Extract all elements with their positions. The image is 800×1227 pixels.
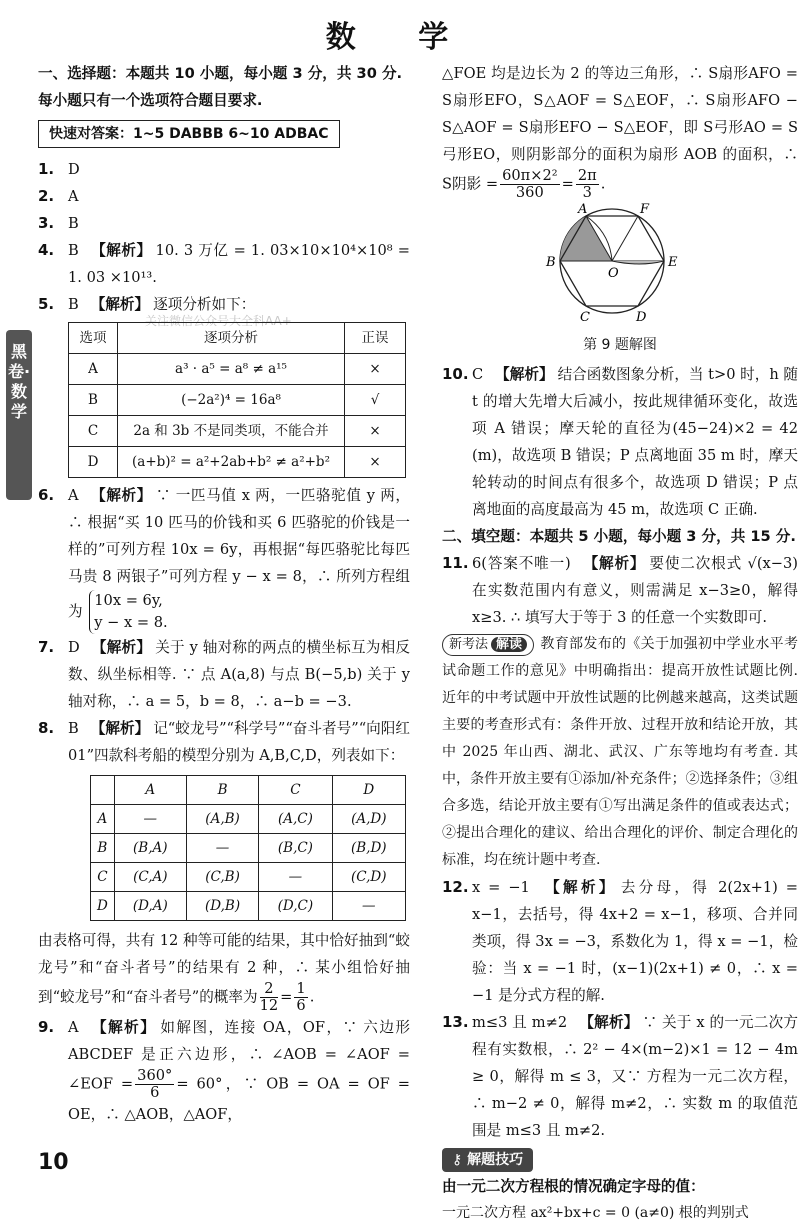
table-header: 逐项分析 xyxy=(118,323,345,354)
fraction: $\frac{2}{12}$ xyxy=(259,980,279,1014)
label-o: O xyxy=(608,266,619,281)
right-column xyxy=(442,60,798,1227)
table-row: B (B,A) — (B,C) (B,D) xyxy=(91,834,406,863)
table-row: D (D,A) (D,B) (D,C) — xyxy=(91,892,406,921)
label-d: D xyxy=(636,310,647,323)
label-a: A xyxy=(578,203,588,217)
question-2: 2. A xyxy=(38,187,79,205)
table-header: 选项 xyxy=(69,323,118,354)
new-exam-note: 新考法 解读 教育部发布的《关于加强初中学业水平考试命题工作的意见》中明确指出：提高开放性试题比例. 近年的中考试题中开放性试题的比例越来越高，这类试题主要的考查形式有：条件开放、过程开放和结论开放，其中 2025 年山西、湖北、武汉、广东等地均有考查. 其中，条件开放主要有①添加/补充条件；②选择条件；③组合多选，结论开放主要有①写出满足条件的值或表达式；②提出合理化的建议、给出合理化的评价、制定合理化的标准，均在统计题中考查. xyxy=(442,636,798,868)
question-11: 11. 6(答案不唯一) 【解析】 要使二次根式 √(x−3) 在实数范围内有意义，则需满足 x−3≥0，解得 x≥3. ∴ 填写大于等于 3 的任意一个实数即可. xyxy=(442,554,798,626)
question-4: 4. B 【解析】 10. 3 万亿 = 1. 03×10×10⁴×10⁸ = 1. 03 ×10¹³. xyxy=(38,241,410,286)
question-6: 6. A 【解析】 ∵ 一匹马值 x 两，一匹骆驼值 y 两，∴ 根据“买 10 匹马的价钱和买 6 匹骆驼的价钱是一样的”可列方程 10x = 6y，再根据“每匹骆驼比每匹马贵 8 两银子”可列方程 y − x = 8，∴ 所列方程组为 10x = 6y, y − x = 8. xyxy=(38,482,410,634)
label-e: E xyxy=(668,255,678,270)
tips-text: 一元二次方程 ax²+bx+c = 0 (a≠0) 根的判别式 xyxy=(442,1205,749,1221)
question-10: 10. C 【解析】 结合函数图象分析，当 t>0 时，h 随 t 的增大先增大后减小，按此规律循环变化，故选项 A 错误；摩天轮的直径为(45−24)×2 = 42 (m)，故选项 B 错误；P 点离地面 35 m 时，摩天轮转动的时间点有很多个，故选项 D 错误；P 点离地面的高度最高为 45 m，故选项 C 正确. xyxy=(442,365,798,518)
tips-title: 由一元二次方程根的情况确定字母的值： xyxy=(442,1178,705,1195)
solving-tips-label: ⚷ 解题技巧 xyxy=(442,1148,533,1172)
q5-analysis-table xyxy=(68,322,406,478)
segment-of xyxy=(612,216,638,261)
question-9: 9. A 【解析】 如解图，连接 OA，OF，∵ 六边形 ABCDEF 是正六边形，∴ ∠AOB = ∠AOF = ∠EOF = $\frac{360^\circ}{6}$ = 60°，∵ OB = OA = OF = OE，∴ △AOB，△AOF， xyxy=(38,1018,410,1123)
new-exam-badge: 新考法 解读 xyxy=(442,634,534,656)
label-f: F xyxy=(640,203,650,217)
figure-caption: 第 9 题解图 xyxy=(583,337,657,353)
question-7: 7. D 【解析】 关于 y 轴对称的两点的横坐标互为相反数、纵坐标相等. ∵ 点 A(a,8) 与点 B(−5,b) 关于 y 轴对称，∴ a = 5，b = 8，∴ a−b = −3. xyxy=(38,638,410,710)
question-13: 13. m≤3 且 m≠2 【解析】 ∵ 关于 x 的一元二次方程有实数根，∴ 2² − 4×(m−2)×1 = 12 − 4m ≥ 0，解得 m ≤ 3，又∵ 方程为一元二次方程，∴ m−2 ≠ 0，解得 m≠2，∴ 实数 m 的取值范围是 m≤3 且 m≠2. xyxy=(442,1013,798,1139)
section-heading-fill: 二、填空题：本题共 5 小题，每小题 3 分，共 15 分. xyxy=(442,528,796,545)
key-icon: ⚷ xyxy=(452,1152,468,1168)
section-heading-choice: 一、选择题：本题共 10 小题，每小题 3 分，共 30 分. 每小题只有一个选项符合题目要求. xyxy=(38,65,403,109)
equation-line: 10x = 6y, xyxy=(94,592,163,609)
label-b: B xyxy=(546,255,556,270)
question-12: 12. x = −1 【解析】 去分母，得 2(2x+1) = x−1，去括号，得 4x+2 = x−1，移项、合并同类项，得 3x = −3，系数化为 1，得 x = −1，检验：当 x = −1 时，(x−1)(2x+1) ≠ 0，∴ x = −1 是分式方程的解. xyxy=(442,878,798,1004)
table-row: A a³ · a⁵ = a⁸ ≠ a¹⁵ × xyxy=(69,354,406,385)
label-c: C xyxy=(580,310,590,323)
question-8: 8. B 【解析】 记“蛟龙号”“科学号”“奋斗者号”“向阳红 01”四款科考船的模型分别为 A,B,C,D，列表如下： xyxy=(38,719,410,764)
table-row: D (a+b)² = a²+2ab+b² ≠ a²+b² × xyxy=(69,447,406,478)
question-1: 1. D xyxy=(38,160,80,178)
page-title: 数 学 xyxy=(325,20,475,55)
question-5: 5. B 【解析】 逐项分析如下： xyxy=(38,295,256,313)
table-row: C 2a 和 3b 不是同类项，不能合并 × xyxy=(69,416,406,447)
equation-line: y − x = 8. xyxy=(94,614,168,631)
q8-conclusion: 由表格可得，共有 12 种等可能的结果，其中恰好抽到“蛟龙号”和“奋斗者号”的结果有 2 种，∴ 某小组恰好抽到“蛟龙号”和“奋斗者号”的概率为 $\frac{2}{12}$ = $\frac{1}{6}$ . xyxy=(38,932,410,1014)
q8-outcome-table: A B C D A — (A,B) (A,C) (A,D) B (B,A) — (B,C) (B,D) C (C,A) (C,B) — (C,D) D (D,A) (D,B) (D,C) — xyxy=(90,775,406,921)
subject-side-tab: 黑卷·数学 xyxy=(6,330,32,500)
arc-eo xyxy=(612,261,664,264)
fraction: $\frac{360^\circ}{6}$ xyxy=(137,1067,173,1101)
quick-answer-box: 快速对答案：1~5 DABBB 6~10 ADBAC xyxy=(38,120,340,148)
q9-continuation: △FOE 均是边长为 2 的等边三角形，∴ S扇形AFO = S扇形EFO，S△AOF = S△EOF，∴ S扇形AFO − S△AOF = S扇形EFO − S△EOF，即 S弓形AO = S弓形EO，则阴影部分的面积为扇形 AOB 的面积，∴ S阴影 = $\frac{\text{60π×2²}}{360}$ = $\frac{2\pi}{3}$ . xyxy=(442,65,798,201)
fraction: $\frac{2\pi}{3}$ xyxy=(577,167,597,201)
left-column xyxy=(38,60,410,1128)
fraction: $\frac{1}{6}$ xyxy=(296,980,306,1014)
shaded-sector xyxy=(560,216,612,261)
table-row: B (−2a²)⁴ = 16a⁸ √ xyxy=(69,385,406,416)
q9-hexagon-figure xyxy=(532,203,692,323)
watermark-text: 关注微信公众号大全科AA+ xyxy=(145,314,292,328)
question-3: 3. B xyxy=(38,214,79,232)
page-number: 10 xyxy=(38,1150,69,1175)
fraction: $\frac{\text{60π×2²}}{360}$ xyxy=(502,167,558,201)
table-header: 正误 xyxy=(345,323,406,354)
table-row: C (C,A) (C,B) — (C,D) xyxy=(91,863,406,892)
table-row: A — (A,B) (A,C) (A,D) xyxy=(91,805,406,834)
